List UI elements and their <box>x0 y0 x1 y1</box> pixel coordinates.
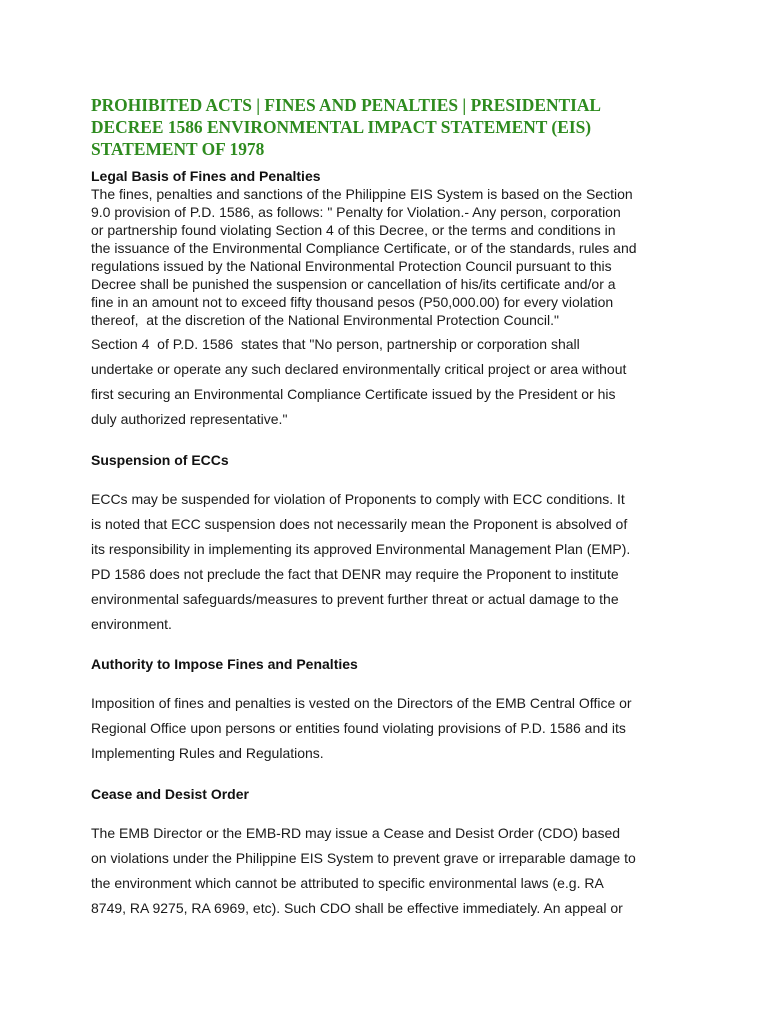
paragraph-line: environmental safeguards/measures to prevent further threat or actual damage to the <box>91 591 619 607</box>
heading-legal-basis: Legal Basis of Fines and Penalties <box>91 168 321 184</box>
paragraph-line: or partnership found violating Section 4 of this Decree, or the terms and conditions in <box>91 222 616 238</box>
title-line: DECREE 1586 ENVIRONMENTAL IMPACT STATEMENT (EIS) <box>91 117 592 137</box>
paragraph-line: regulations issued by the National Environmental Protection Council pursuant to this <box>91 258 612 274</box>
paragraph-line: environment. <box>91 616 172 632</box>
paragraph-section-4 <box>91 332 691 432</box>
paragraph-line: Decree shall be punished the suspension or cancellation of his/its certificate and/or a <box>91 276 616 292</box>
paragraph-authority <box>91 691 691 766</box>
heading-authority: Authority to Impose Fines and Penalties <box>91 656 358 672</box>
paragraph-legal-basis-intro <box>91 185 691 329</box>
paragraph-line: Regional Office upon persons or entities found violating provisions of P.D. 1586 and its <box>91 720 626 736</box>
paragraph-line: first securing an Environmental Compliance Certificate issued by the President or his <box>91 386 616 402</box>
paragraph-line: fine in an amount not to exceed fifty thousand pesos (P50,000.00) for every violation <box>91 294 614 310</box>
paragraph-line: duly authorized representative." <box>91 411 288 427</box>
paragraph-line: Implementing Rules and Regulations. <box>91 745 324 761</box>
paragraph-line: on violations under the Philippine EIS System to prevent grave or irreparable damage to <box>91 850 636 866</box>
paragraph-line: The EMB Director or the EMB-RD may issue a Cease and Desist Order (CDO) based <box>91 825 621 841</box>
paragraph-line: is noted that ECC suspension does not necessarily mean the Proponent is absolved of <box>91 516 628 532</box>
paragraph-line: the issuance of the Environmental Compliance Certificate, or of the standards, rules and <box>91 240 637 256</box>
paragraph-cease-desist <box>91 821 691 921</box>
title-line: STATEMENT OF 1978 <box>91 139 265 159</box>
paragraph-line: Section 4 of P.D. 1586 states that "No person, partnership or corporation shall <box>91 336 580 352</box>
heading-suspension: Suspension of ECCs <box>91 452 229 468</box>
paragraph-line: the environment which cannot be attributed to specific environmental laws (e.g. RA <box>91 875 604 891</box>
paragraph-line: its responsibility in implementing its approved Environmental Management Plan (EMP). <box>91 541 631 557</box>
paragraph-line: PD 1586 does not preclude the fact that DENR may require the Proponent to institute <box>91 566 619 582</box>
paragraph-line: ECCs may be suspended for violation of Proponents to comply with ECC conditions. It <box>91 491 625 507</box>
title-line: PROHIBITED ACTS | FINES AND PENALTIES | PRESIDENTIAL <box>91 95 602 115</box>
paragraph-line: The fines, penalties and sanctions of the Philippine EIS System is based on the Section <box>91 186 633 202</box>
paragraph-suspension <box>91 487 691 637</box>
document-title <box>91 94 691 160</box>
heading-cease-desist: Cease and Desist Order <box>91 786 249 802</box>
paragraph-line: undertake or operate any such declared environmentally critical project or area without <box>91 361 627 377</box>
paragraph-line: Imposition of fines and penalties is vested on the Directors of the EMB Central Office or <box>91 695 632 711</box>
paragraph-line: 9.0 provision of P.D. 1586, as follows: " Penalty for Violation.- Any person, corporation <box>91 204 621 220</box>
paragraph-line: 8749, RA 9275, RA 6969, etc). Such CDO shall be effective immediately. An appeal or <box>91 900 623 916</box>
paragraph-line: thereof, at the discretion of the National Environmental Protection Council." <box>91 312 560 328</box>
